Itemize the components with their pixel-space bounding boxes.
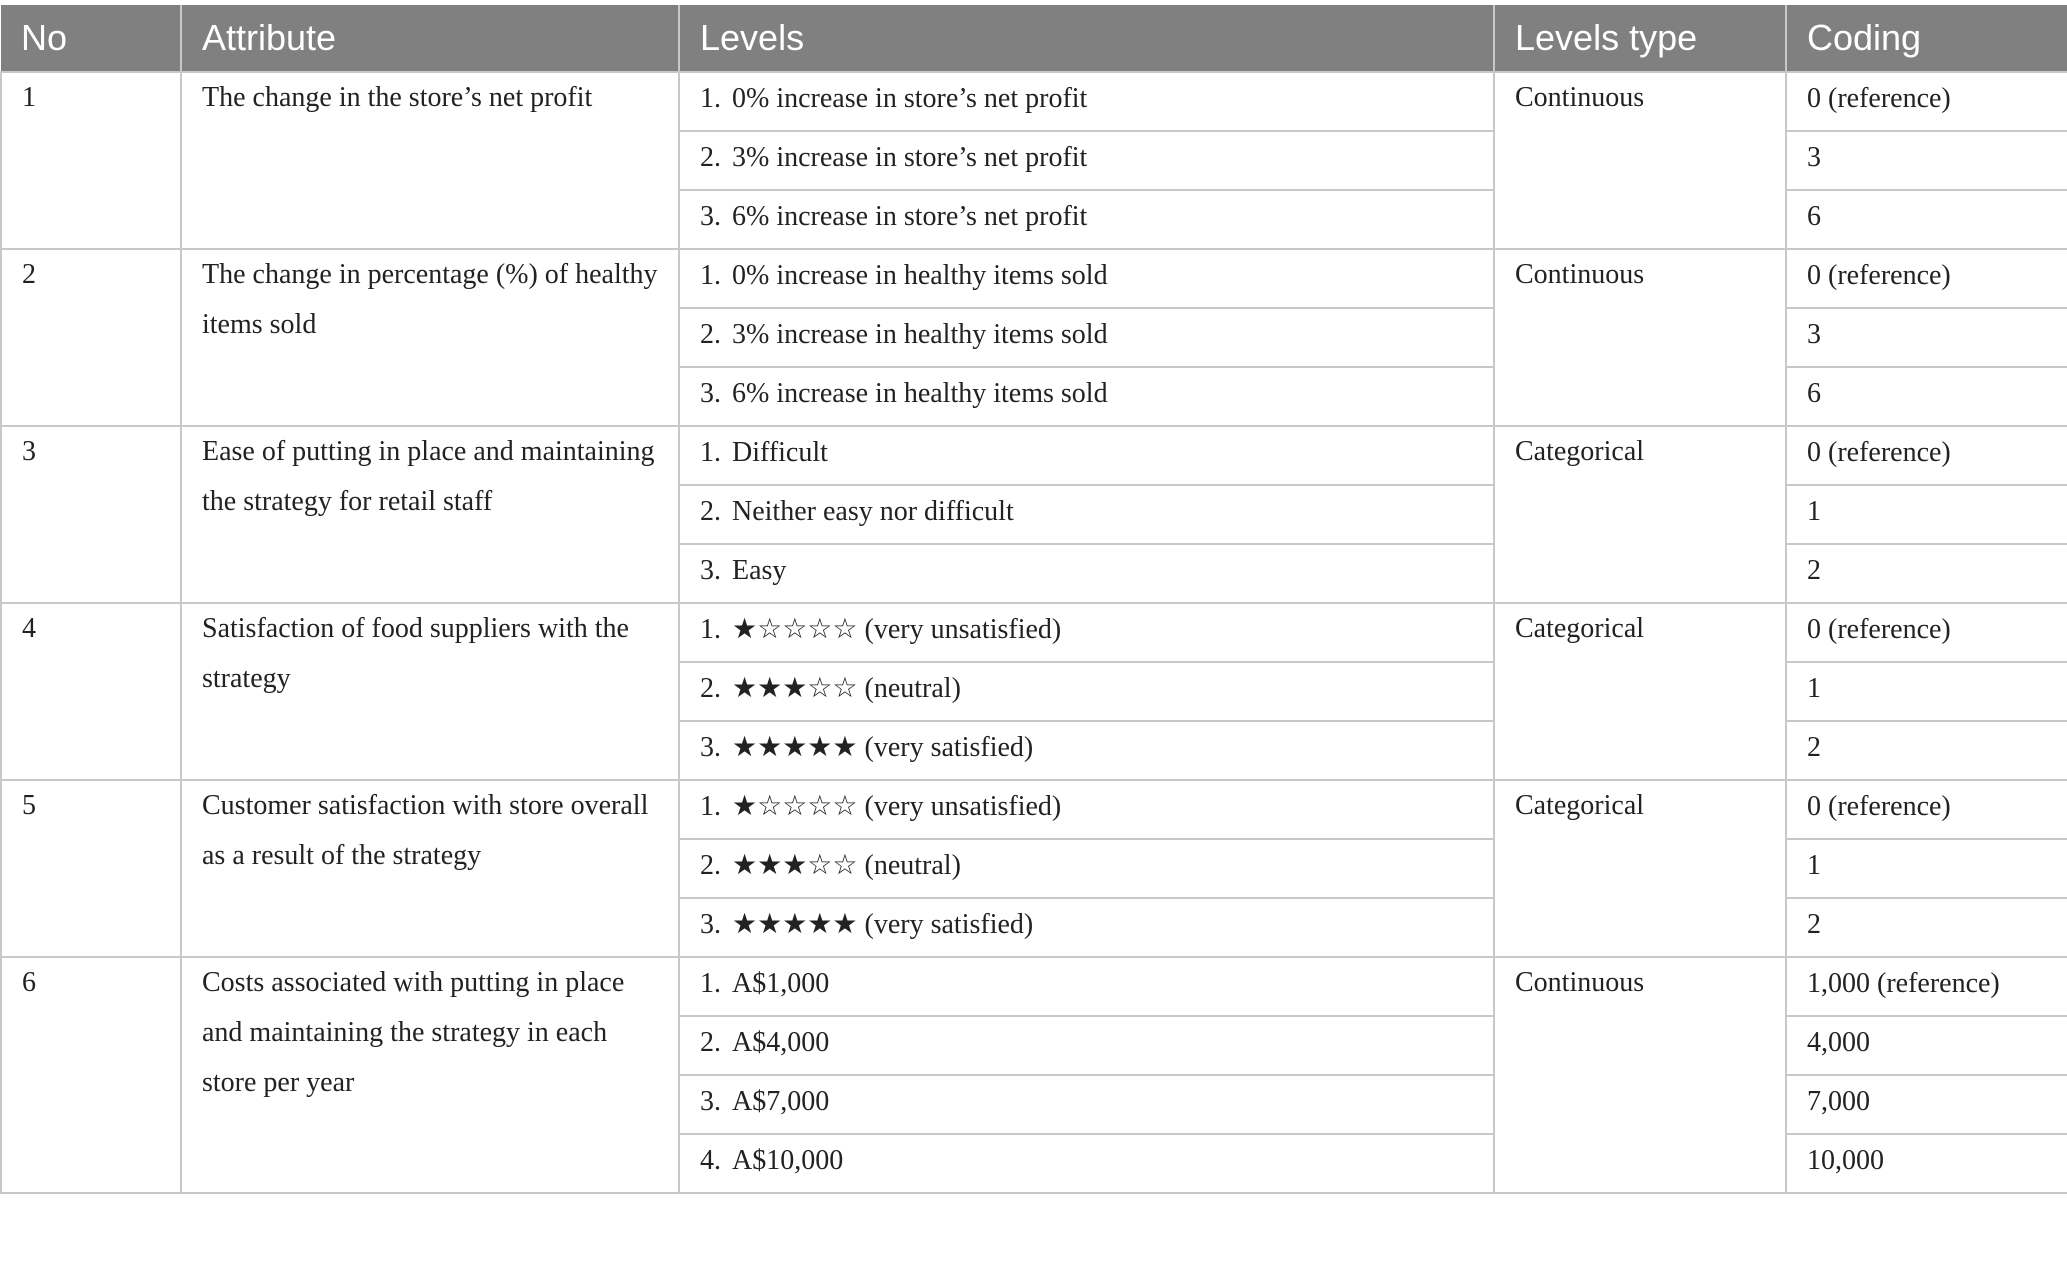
attribute-name: Customer satisfaction with store overall as a result of the strategy [181, 780, 679, 957]
coding-value: 0 (reference) [1786, 249, 2067, 308]
table-header [1, 5, 2067, 72]
level-cell [679, 426, 1494, 485]
level-number: 2. [700, 142, 721, 173]
level-text: ★★★☆☆ (neutral) [732, 673, 961, 704]
level-text: 6% increase in store’s net profit [732, 201, 1088, 232]
coding-value: 1 [1786, 485, 2067, 544]
level-number: 1. [700, 437, 721, 468]
level-number: 1. [700, 260, 721, 291]
coding-value: 2 [1786, 721, 2067, 780]
attribute-name: The change in the store’s net profit [181, 72, 679, 249]
level-cell [679, 839, 1494, 898]
header-row [1, 5, 2067, 72]
level-number: 1. [700, 83, 721, 114]
level-number: 3. [700, 1086, 721, 1117]
levels-type: Continuous [1494, 957, 1786, 1193]
coding-value: 6 [1786, 190, 2067, 249]
levels-type: Continuous [1494, 249, 1786, 426]
level-cell [679, 662, 1494, 721]
levels-type: Continuous [1494, 72, 1786, 249]
level-text: A$4,000 [732, 1027, 830, 1058]
level-number: 3. [700, 555, 721, 586]
level-cell [679, 721, 1494, 780]
coding-value: 4,000 [1786, 1016, 2067, 1075]
header-coding: Coding [1786, 5, 2067, 72]
level-cell [679, 190, 1494, 249]
level-cell [679, 780, 1494, 839]
level-text: 0% increase in healthy items sold [732, 260, 1108, 291]
level-number: 3. [700, 201, 721, 232]
coding-value: 3 [1786, 308, 2067, 367]
level-number: 2. [700, 319, 721, 350]
level-cell [679, 1075, 1494, 1134]
coding-value: 0 (reference) [1786, 603, 2067, 662]
attribute-number: 6 [1, 957, 181, 1193]
coding-value: 2 [1786, 898, 2067, 957]
level-text: A$1,000 [732, 968, 830, 999]
attribute-name: Satisfaction of food suppliers with the strategy [181, 603, 679, 780]
table-body [1, 72, 2067, 1193]
level-number: 3. [700, 378, 721, 409]
coding-value: 7,000 [1786, 1075, 2067, 1134]
level-number: 1. [700, 614, 721, 645]
level-cell [679, 1016, 1494, 1075]
level-number: 2. [700, 673, 721, 704]
table-row [1, 426, 2067, 485]
level-number: 1. [700, 791, 721, 822]
level-text: Neither easy nor difficult [732, 496, 1014, 527]
header-attribute: Attribute [181, 5, 679, 72]
level-text: 3% increase in healthy items sold [732, 319, 1108, 350]
attribute-name: Costs associated with putting in place and maintaining the strategy in each store per year [181, 957, 679, 1193]
coding-value: 10,000 [1786, 1134, 2067, 1193]
level-number: 3. [700, 732, 721, 763]
coding-value: 6 [1786, 367, 2067, 426]
coding-value: 1 [1786, 662, 2067, 721]
attribute-name: The change in percentage (%) of healthy items sold [181, 249, 679, 426]
table-row [1, 780, 2067, 839]
levels-type: Categorical [1494, 426, 1786, 603]
level-number: 2. [700, 850, 721, 881]
level-cell [679, 898, 1494, 957]
attribute-number: 5 [1, 780, 181, 957]
attribute-number: 2 [1, 249, 181, 426]
level-text: Difficult [732, 437, 828, 468]
table-row [1, 249, 2067, 308]
attributes-table [0, 5, 2067, 1194]
level-text: ★★★☆☆ (neutral) [732, 850, 961, 881]
attribute-number: 3 [1, 426, 181, 603]
level-cell [679, 131, 1494, 190]
attribute-number: 4 [1, 603, 181, 780]
level-cell [679, 308, 1494, 367]
coding-value: 1 [1786, 839, 2067, 898]
level-text: 3% increase in store’s net profit [732, 142, 1088, 173]
level-text: 6% increase in healthy items sold [732, 378, 1108, 409]
level-number: 4. [700, 1145, 721, 1176]
level-cell [679, 544, 1494, 603]
levels-type: Categorical [1494, 780, 1786, 957]
header-no: No [1, 5, 181, 72]
table-row [1, 72, 2067, 131]
level-cell [679, 249, 1494, 308]
level-cell [679, 367, 1494, 426]
level-text: 0% increase in store’s net profit [732, 83, 1088, 114]
header-levels: Levels [679, 5, 1494, 72]
coding-value: 2 [1786, 544, 2067, 603]
coding-value: 0 (reference) [1786, 72, 2067, 131]
coding-value: 1,000 (reference) [1786, 957, 2067, 1016]
level-number: 3. [700, 909, 721, 940]
attribute-name: Ease of putting in place and maintaining the strategy for retail staff [181, 426, 679, 603]
level-cell [679, 603, 1494, 662]
coding-value: 3 [1786, 131, 2067, 190]
level-cell [679, 957, 1494, 1016]
level-cell [679, 1134, 1494, 1193]
level-text: ★☆☆☆☆ (very unsatisfied) [732, 614, 1062, 645]
level-text: A$7,000 [732, 1086, 830, 1117]
attribute-number: 1 [1, 72, 181, 249]
level-text: ★★★★★ (very satisfied) [732, 732, 1034, 763]
level-cell [679, 72, 1494, 131]
level-text: ★★★★★ (very satisfied) [732, 909, 1034, 940]
level-text: Easy [732, 555, 787, 586]
level-number: 1. [700, 968, 721, 999]
level-number: 2. [700, 496, 721, 527]
table-row [1, 603, 2067, 662]
level-cell [679, 485, 1494, 544]
header-levels-type: Levels type [1494, 5, 1786, 72]
coding-value: 0 (reference) [1786, 780, 2067, 839]
level-number: 2. [700, 1027, 721, 1058]
coding-value: 0 (reference) [1786, 426, 2067, 485]
levels-type: Categorical [1494, 603, 1786, 780]
table-row [1, 957, 2067, 1016]
level-text: A$10,000 [732, 1145, 844, 1176]
level-text: ★☆☆☆☆ (very unsatisfied) [732, 791, 1062, 822]
